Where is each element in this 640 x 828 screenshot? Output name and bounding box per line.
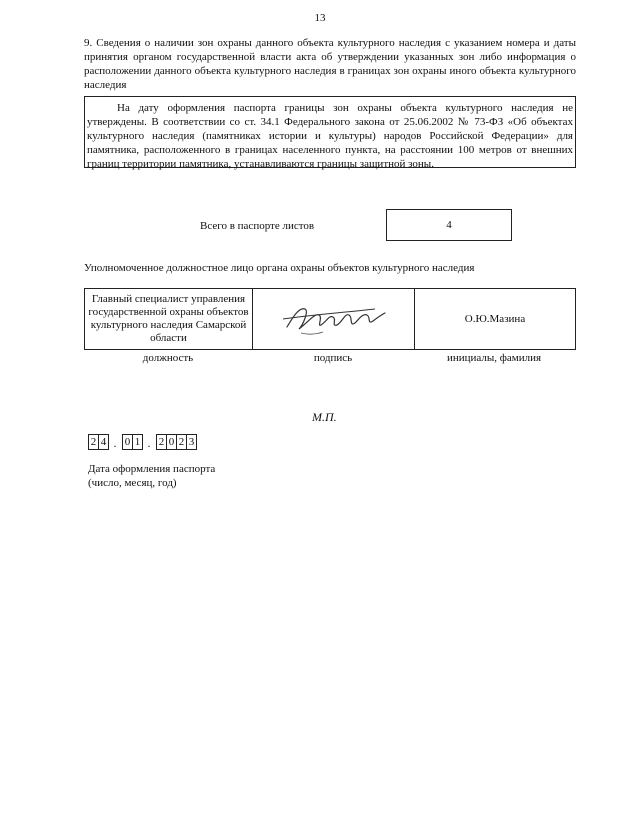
date-digit: 3	[186, 434, 197, 450]
caption-signature: подпись	[313, 352, 353, 364]
date-digit: 2	[88, 434, 99, 450]
official-name: О.Ю.Мазина	[464, 312, 526, 325]
sheets-label: Всего в паспорте листов	[200, 220, 315, 232]
stamp-mark: М.П.	[312, 410, 337, 424]
official-title: Уполномоченное должностное лицо органа охраны объектов культурного наследия	[84, 262, 475, 274]
date-caption	[88, 462, 215, 490]
date-digit: 0	[122, 434, 133, 450]
handwritten-signature	[279, 299, 389, 339]
date-digit: 1	[132, 434, 143, 450]
sheets-count: 4	[446, 219, 452, 231]
page-number: 13	[314, 12, 326, 24]
section-heading: 9. Сведения о наличии зон охраны данного объекта культурного наследия с указанием номера и даты принятия органом государственной власти акта об утверждении указанных зон либо информация о расположении данного объекта культурного наследия в границах зон охраны иного объекта культурного наследия	[84, 37, 576, 91]
caption-name: инициалы, фамилия	[446, 352, 542, 364]
protection-info-text: На дату оформления паспорта границы зон охраны объекта культурного наследия не утверждены. В соответствии со ст. 34.1 Федерального закона от 25.06.2002 № 73-ФЗ «Об объектах культурного наследия (памятниках истории и культуры) народов Российской Федерации» для памятника, расположенного в границах населенного пункта, на расстоянии 100 метров от внешних границ территории памятника, устанавливаются границы защитной зоны.	[87, 102, 573, 170]
date-digit: 2	[176, 434, 187, 450]
signature-cell	[253, 289, 415, 349]
date-separator: .	[147, 436, 151, 450]
signature-table	[84, 288, 576, 350]
date-separator: .	[113, 436, 117, 450]
date-digit: 2	[156, 434, 167, 450]
caption-position: должность	[142, 352, 194, 364]
official-position: Главный специалист управления государственной охраны объектов культурного наследия Самарской области	[85, 289, 253, 349]
date-caption-line2: (число, месяц, год)	[88, 477, 177, 489]
signature-captions	[84, 351, 576, 365]
date-digit: 4	[98, 434, 109, 450]
date-boxes	[88, 434, 196, 450]
protection-info-box	[84, 96, 576, 168]
sheets-count-box	[386, 209, 512, 241]
date-caption-line1: Дата оформления паспорта	[88, 463, 216, 475]
date-digit: 0	[166, 434, 177, 450]
